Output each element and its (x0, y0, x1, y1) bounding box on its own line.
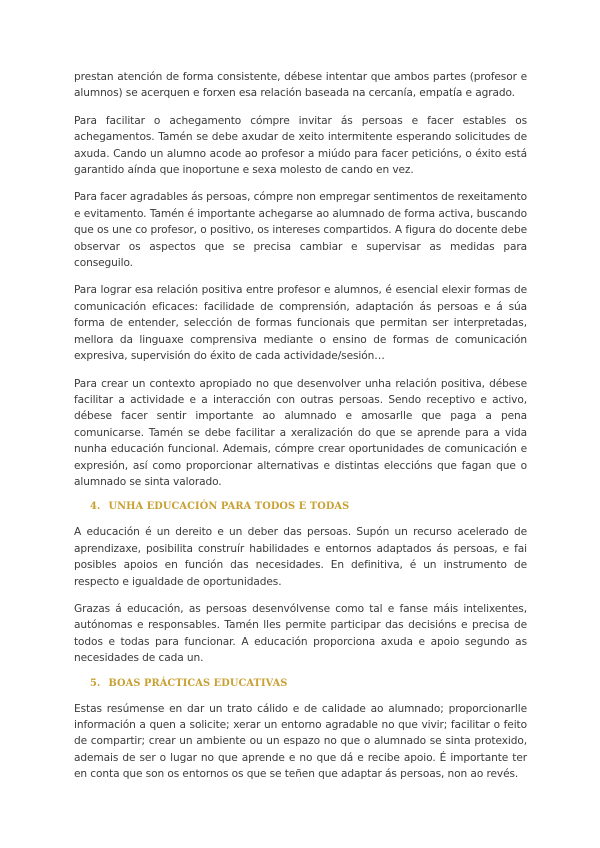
paragraph: Para crear un contexto apropiado no que desenvolver unha relación positiva, débese facilitar a actividade e a interacción con outras persoas. Sendo receptivo e activo, débese facer sentir importante ao alumnado e amosarlle que paga a pena comunicarse. Tamén se debe facilitar a xeralización do que se aprende para a vida nunha educación funcional. Ademais, cómpre crear oportunidades de comunicación e expresión, así como proporcionar alternativas e distintas eleccións que fagan que o alumnado se sinta valorado. (74, 377, 527, 488)
section-title: BOAS PRÁCTICAS EDUCATIVAS (108, 677, 288, 689)
paragraph: Para facer agradables ás persoas, cómpre non empregar sentimentos de rexeitamento e evitamento. Tamén é importante achegarse ao alumnado de forma activa, buscando que os une co profesor, o positivo, os intereses compartidos. A figura do docente debe observar os aspectos que se precisa cambiar e supervisar as medidas para conseguilo. (74, 191, 527, 270)
paragraph: A educación é un dereito e un deber das persoas. Supón un recurso acelerado de aprendizaxe, posibilita construír habilidades e entornos adaptados ás persoas, e fai posibles apoios en función das necesidades. En definitiva, é un instrumento de respecto e igualdade de oportunidades. (74, 526, 527, 588)
section-heading-4 (90, 501, 527, 512)
paragraph: prestan atención de forma consistente, débese intentar que ambos partes (profesor e alumnos) se acerquen e forxen esa relación baseada na cercanía, empatía e agrado. (74, 71, 527, 100)
paragraph: Para facilitar o achegamento cómpre invitar ás persoas e facer estables os achegamentos. Tamén se debe axudar de xeito intermitente esperando solicitudes de axuda. Cando un alumno acode ao profesor a miúdo para facer peticións, o éxito está garantido aínda que inoportune e sexa molesto de cando en vez. (74, 114, 527, 177)
paragraph: Para lograr esa relación positiva entre profesor e alumnos, é esencial elexir formas de comunicación eficaces: facilidade de comprensión, adaptación ás persoas e á súa forma de entender, selección de formas funcionais que permitan ser interpretadas, mellora da linguaxe comprensiva mediante o ensino de formas de comunicación expresiva, supervisión do éxito de cada actividade/sesión… (74, 284, 527, 363)
section-heading-5 (90, 678, 527, 689)
paragraph: Estas resúmense en dar un trato cálido e de calidade ao alumnado; proporcionarlle información a quen a solicite; xerar un entorno agradable no que vivir; facilitar o feito de compartir; crear un ambiente ou un espazo no que o alumnado se sinta protexido, ademais de ser o lugar no que aprende e no que dá e recibe apoio. É importante ter en conta que son os entornos os que se teñen que adaptar ás persoas, non ao revés. (74, 702, 527, 781)
section-number: 4. (90, 501, 101, 513)
section-number: 5. (90, 677, 101, 689)
section-title: UNHA EDUCACIÓN PARA TODOS E TODAS (108, 501, 350, 513)
paragraph: Grazas á educación, as persoas desenvólvense como tal e fanse máis intelixentes, autónomas e responsables. Tamén lles permite participar das decisións e precisa de todos e todas para funcionar. A educación proporciona axuda e apoio segundo as necesidades de cada un. (74, 602, 527, 665)
